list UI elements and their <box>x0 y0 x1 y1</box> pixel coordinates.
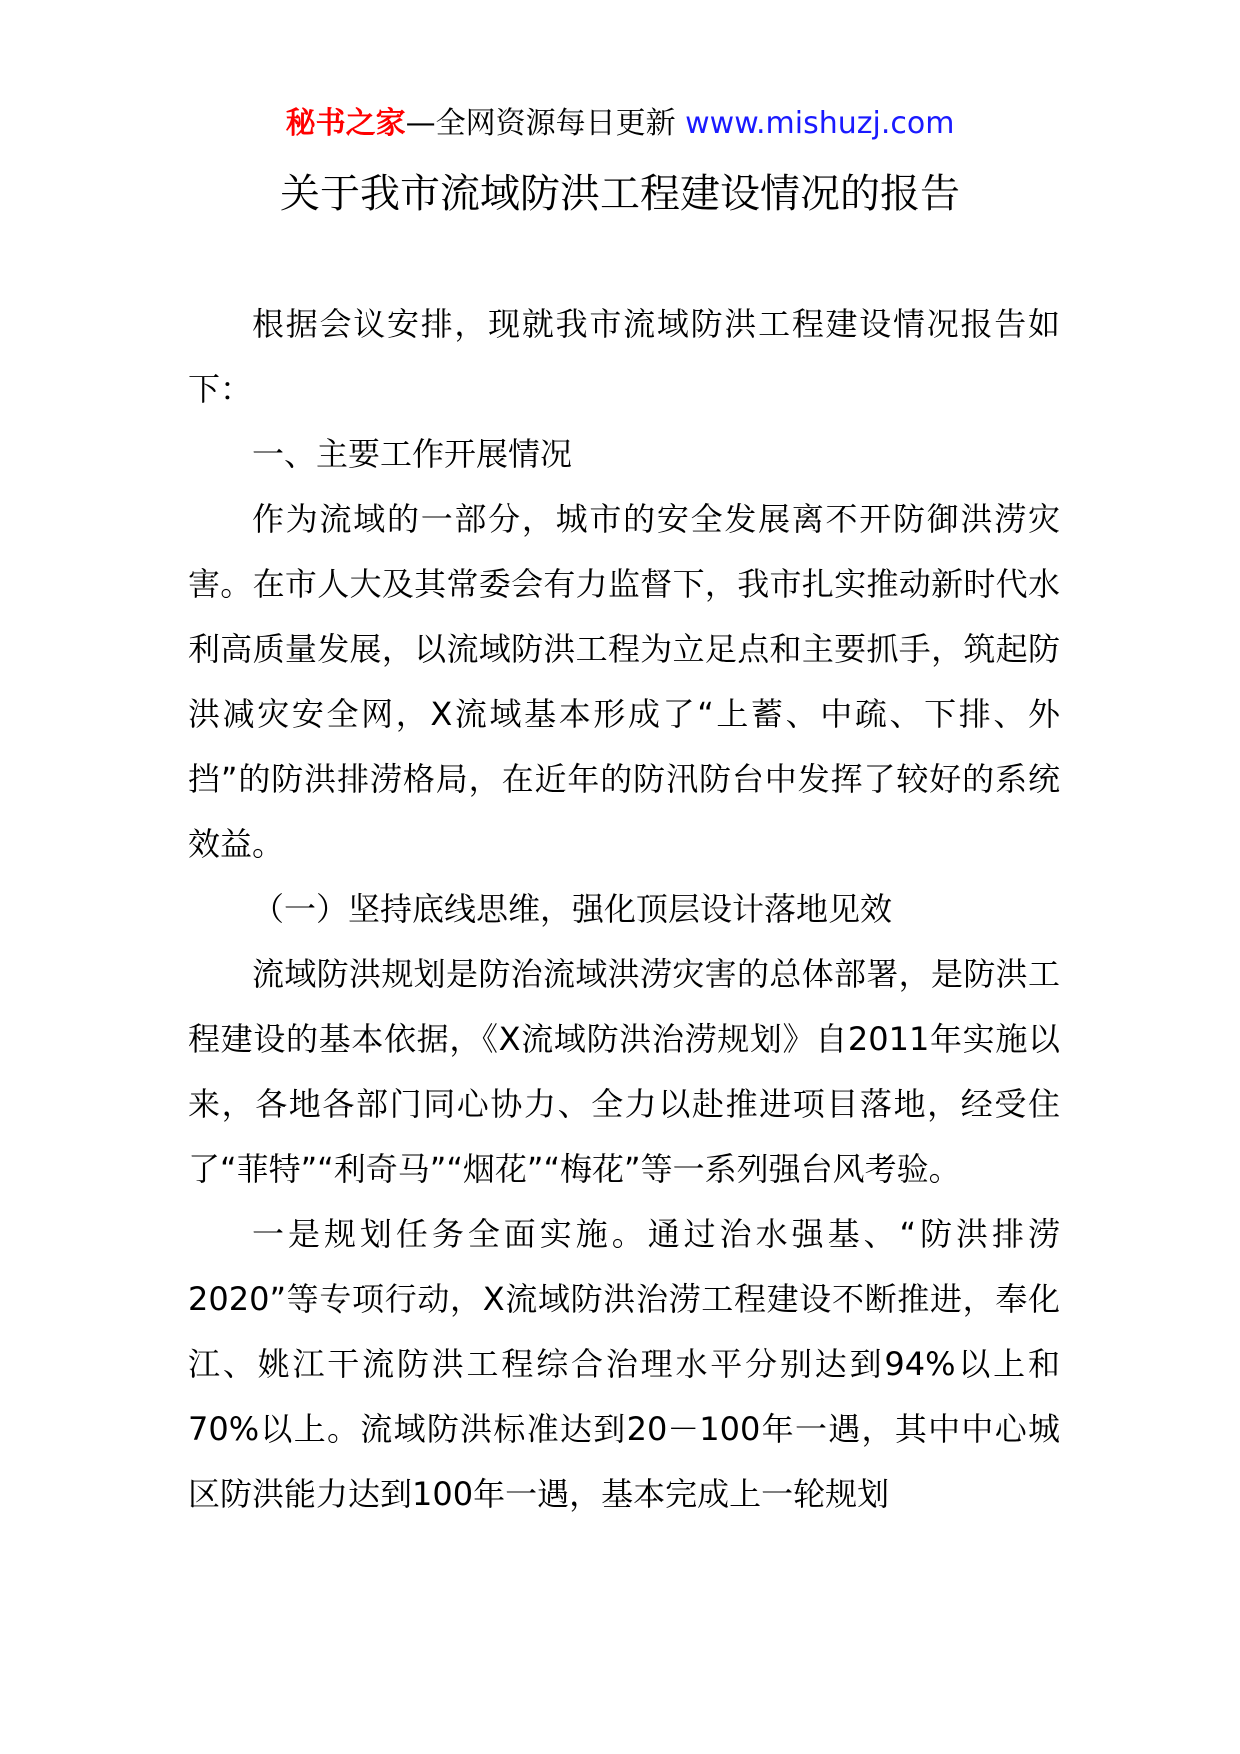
document-title: 关于我市流域防洪工程建设情况的报告 <box>280 171 960 217</box>
site-header <box>0 104 1240 144</box>
site-url-link[interactable]: www.mishuzj.com <box>685 106 955 141</box>
intro-paragraph: 根据会议安排，现就我市流域防洪工程建设情况报告如下： <box>188 305 1060 408</box>
body-paragraph: 作为流域的一部分，城市的安全发展离不开防御洪涝灾害。在市人大及其常委会有力监督下，我市扎实推动新时代水利高质量发展，以流域防洪工程为立足点和主要抓手，筑起防洪减灾安全网，X流域基本形成了“上蓄、中疏、下排、外挡”的防洪排涝格局，在近年的防汛防台中发挥了较好的系统效益。 <box>188 500 1060 863</box>
body-paragraph: 流域防洪规划是防治流域洪涝灾害的总体部署，是防洪工程建设的基本依据，《X流域防洪治涝规划》自2011年实施以来，各地各部门同心协力、全力以赴推进项目落地，经受住了“菲特”“利奇马”“烟花”“梅花”等一系列强台风考验。 <box>188 955 1060 1188</box>
document-body <box>188 292 1060 1527</box>
section-heading: 一、主要工作开展情况 <box>252 435 573 473</box>
site-brand: 秘书之家 <box>285 106 406 141</box>
subsection-heading: （一）坚持底线思维，强化顶层设计落地见效 <box>252 890 893 928</box>
site-slogan: —全网资源每日更新 <box>405 106 686 141</box>
body-paragraph: 一是规划任务全面实施。通过治水强基、“防洪排涝2020”等专项行动，X流域防洪治涝工程建设不断推进，奉化江、姚江干流防洪工程综合治理水平分别达到94%以上和70%以上。流域防洪标准达到20－100年一遇，其中中心城区防洪能力达到100年一遇，基本完成上一轮规划 <box>188 1215 1060 1513</box>
